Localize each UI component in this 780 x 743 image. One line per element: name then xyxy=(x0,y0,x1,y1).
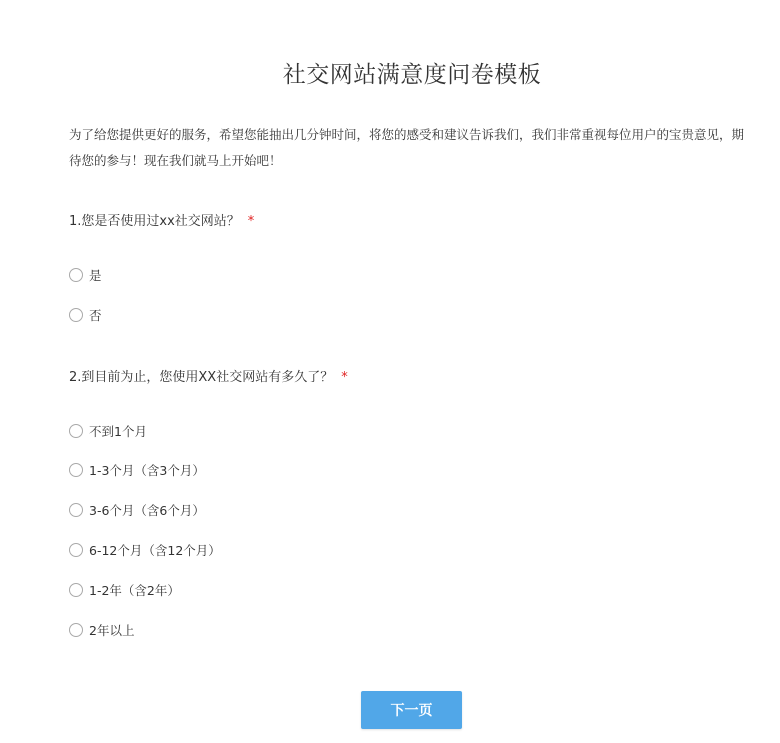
required-star: * xyxy=(247,214,255,229)
option-label: 1-2年（含2年） xyxy=(89,583,180,598)
question-1-title xyxy=(69,210,254,229)
radio-button[interactable] xyxy=(69,503,83,517)
option-label: 1-3个月（含3个月） xyxy=(89,463,205,478)
question-1-text: 1.您是否使用过xx社交网站？ xyxy=(69,214,240,229)
option-label: 否 xyxy=(89,308,102,323)
survey-intro: 为了给您提供更好的服务，希望您能抽出几分钟时间，将您的感受和建议告诉我们，我们非常重视每位用户的宝贵意见，期待您的参与！现在我们就马上开始吧！ xyxy=(69,127,745,168)
question-2-text: 2.到目前为止，您使用XX社交网站有多久了？ xyxy=(69,370,334,385)
page-title: 社交网站满意度问卷模板 xyxy=(282,62,542,88)
radio-button[interactable] xyxy=(69,463,83,477)
option-label: 2年以上 xyxy=(89,623,135,638)
question-2-title xyxy=(69,366,348,385)
radio-button[interactable] xyxy=(69,424,83,438)
option-label: 不到1个月 xyxy=(89,424,147,439)
option-label: 6-12个月（含12个月） xyxy=(89,543,221,558)
question-2-option-2[interactable] xyxy=(69,461,205,479)
required-star: * xyxy=(341,370,348,385)
question-2-option-6[interactable] xyxy=(69,621,134,639)
radio-button[interactable] xyxy=(69,623,83,637)
question-2-option-3[interactable] xyxy=(69,501,205,519)
option-label: 是 xyxy=(89,268,102,283)
radio-button[interactable] xyxy=(69,308,83,322)
next-page-button[interactable]: 下一页 xyxy=(361,691,462,729)
question-2-option-1[interactable] xyxy=(69,422,147,440)
question-1-option-no[interactable] xyxy=(69,306,102,324)
question-2-option-5[interactable] xyxy=(69,581,180,599)
radio-button[interactable] xyxy=(69,543,83,557)
radio-button[interactable] xyxy=(69,268,83,282)
radio-button[interactable] xyxy=(69,583,83,597)
option-label: 3-6个月（含6个月） xyxy=(89,503,205,518)
question-2-option-4[interactable] xyxy=(69,541,221,559)
question-1-option-yes[interactable] xyxy=(69,266,102,284)
